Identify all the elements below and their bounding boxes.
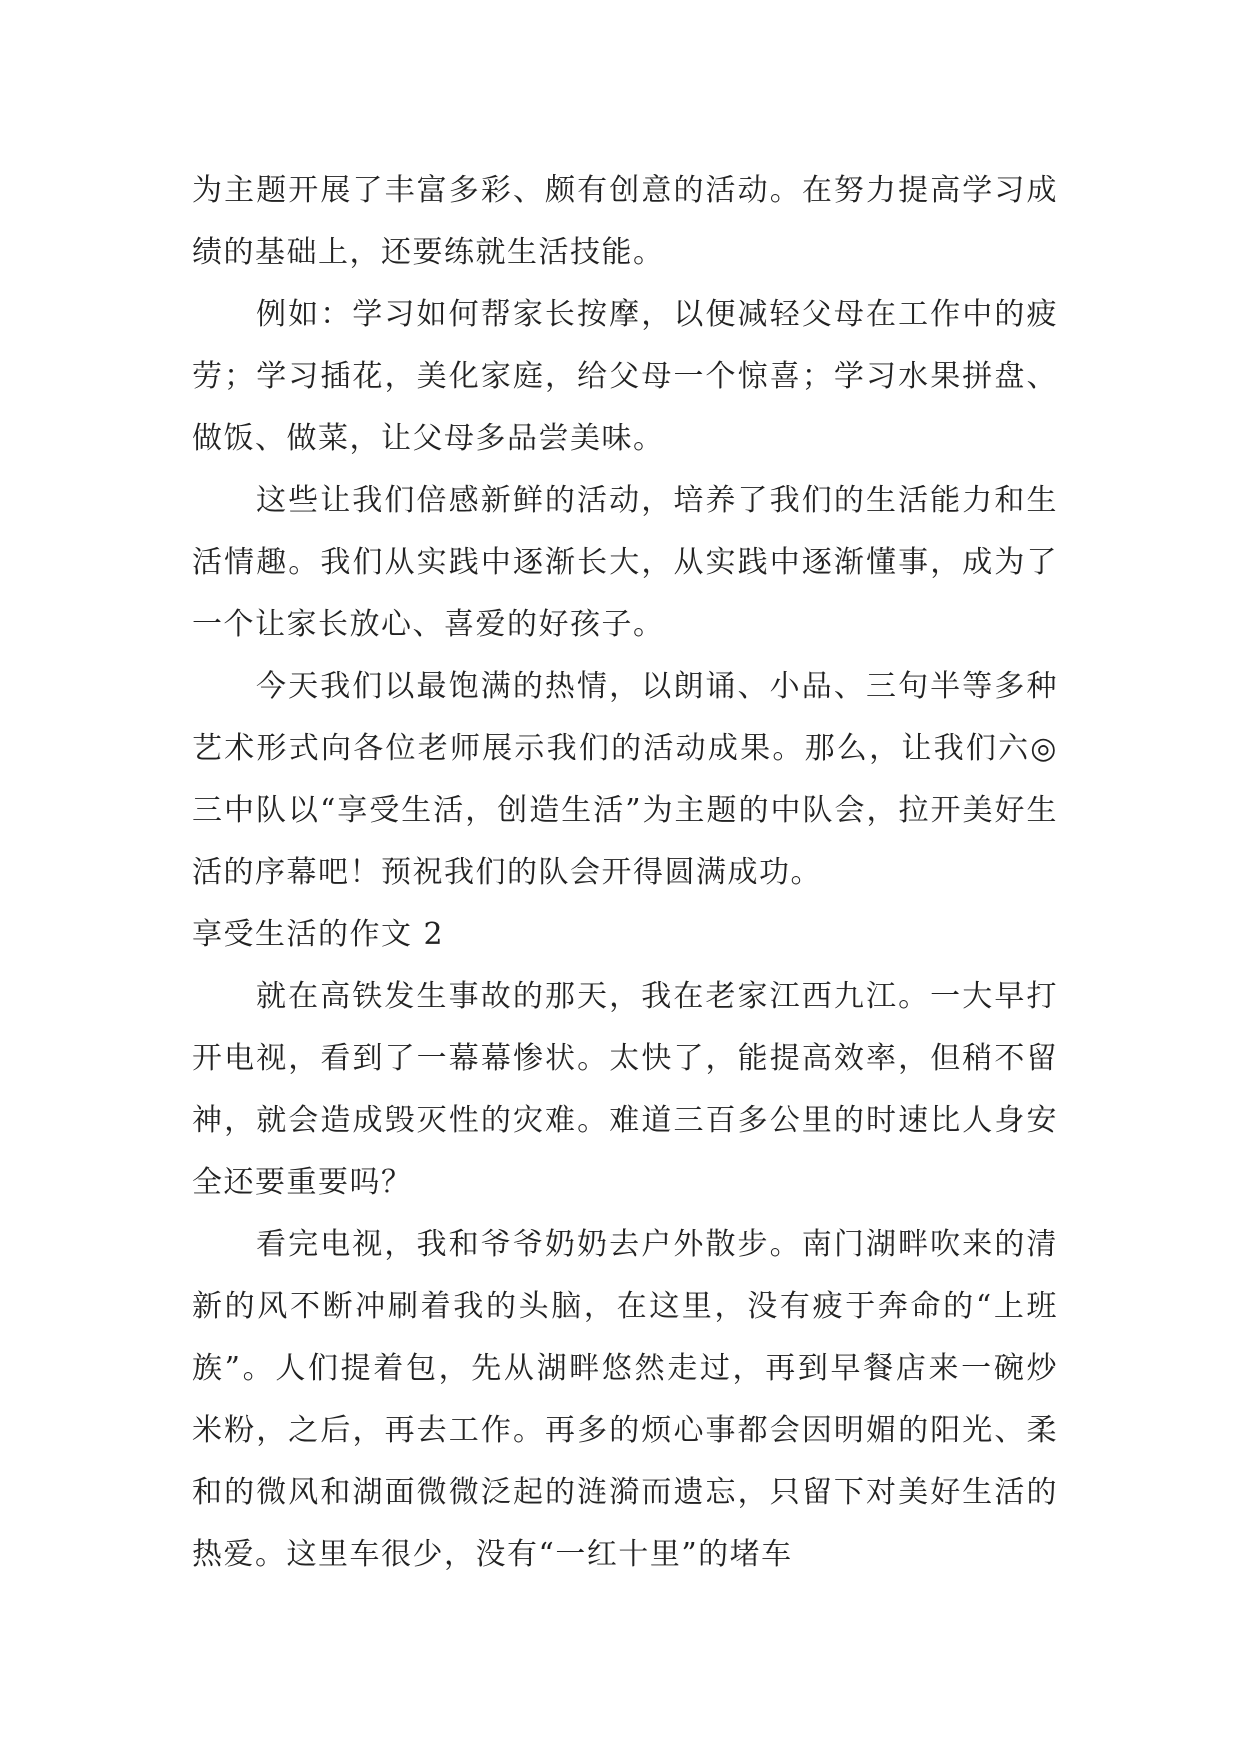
paragraph-continued: 为主题开展了丰富多彩、颇有创意的活动。在努力提高学习成绩的基础上，还要练就生活技能。: [192, 173, 1058, 270]
section-title: 享受生活的作文 2: [192, 917, 445, 952]
document-body: [192, 160, 1058, 1586]
paragraph-activities: 这些让我们倍感新鲜的活动，培养了我们的生活能力和生活情趣。我们从实践中逐渐长大，从实践中逐渐懂事，成为了一个让家长放心、喜爱的好孩子。: [192, 483, 1058, 642]
paragraph-high-speed-rail: 就在高铁发生事故的那天，我在老家江西九江。一大早打开电视，看到了一幕幕惨状。太快了，能提高效率，但稍不留神，就会造成毁灭性的灾难。难道三百多公里的时速比人身安全还要重要吗？: [192, 979, 1058, 1200]
paragraph-examples: 例如：学习如何帮家长按摩，以便减轻父母在工作中的疲劳；学习插花，美化家庭，给父母一个惊喜；学习水果拼盘、做饭、做菜，让父母多品尝美味。: [192, 297, 1058, 456]
paragraph-walk: 看完电视，我和爷爷奶奶去户外散步。南门湖畔吹来的清新的风不断冲刷着我的头脑，在这里，没有疲于奔命的“上班族”。人们提着包，先从湖畔悠然走过，再到早餐店来一碗炒米粉，之后，再去工作。再多的烦心事都会因明媚的阳光、柔和的微风和湖面微微泛起的涟漪而遗忘，只留下对美好生活的热爱。这里车很少，没有“一红十里”的堵车: [192, 1227, 1058, 1572]
paragraph-today: 今天我们以最饱满的热情，以朗诵、小品、三句半等多种艺术形式向各位老师展示我们的活动成果。那么，让我们六◎三中队以“享受生活，创造生活”为主题的中队会，拉开美好生活的序幕吧！预祝我们的队会开得圆满成功。: [192, 669, 1058, 890]
